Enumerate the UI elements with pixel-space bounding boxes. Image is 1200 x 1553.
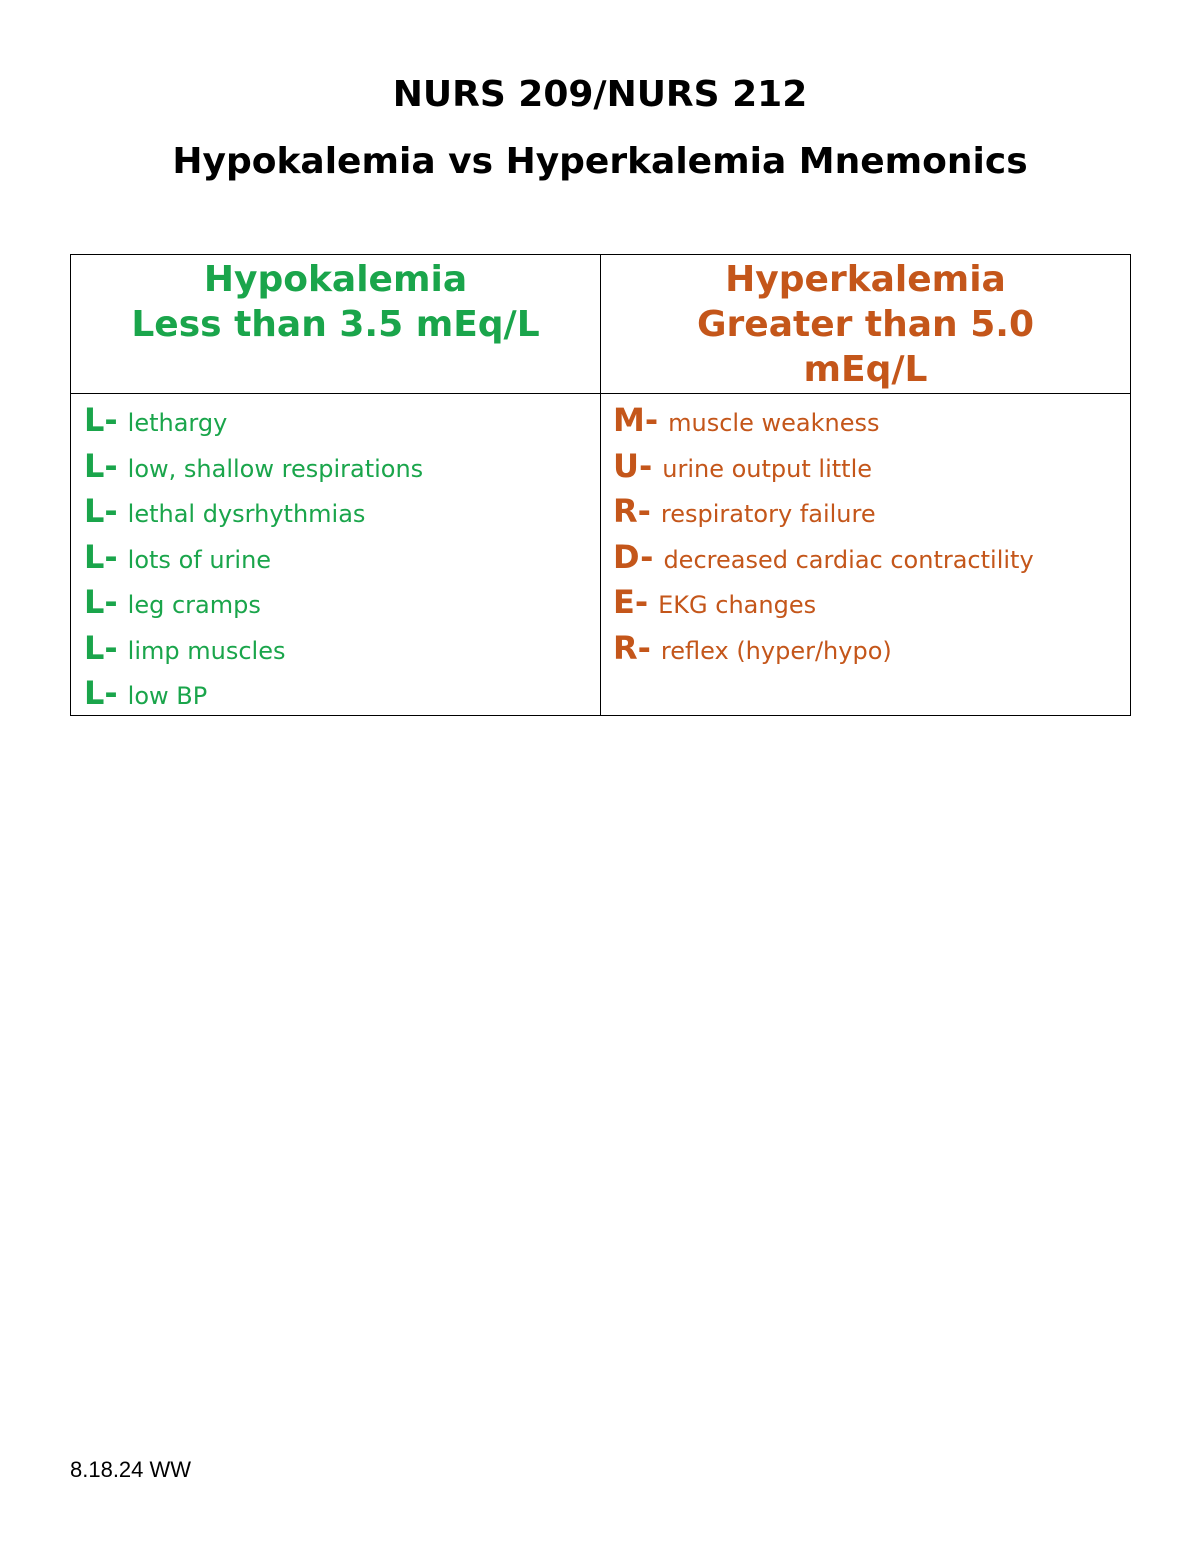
mnemonic-text: muscle weakness bbox=[668, 409, 880, 437]
mnemonic-text: low BP bbox=[127, 682, 208, 710]
table-header-row bbox=[71, 255, 1131, 394]
list-item bbox=[601, 533, 1130, 579]
mnemonic-letter: M- bbox=[613, 401, 659, 439]
mnemonic-text: lots of urine bbox=[127, 545, 272, 574]
hypokalemia-threshold: Less than 3.5 mEq/L bbox=[131, 304, 540, 345]
list-item bbox=[601, 624, 1130, 670]
mnemonic-text: EKG changes bbox=[658, 591, 817, 619]
mnemonic-text: respiratory failure bbox=[660, 500, 876, 528]
list-item bbox=[71, 578, 600, 624]
hypokalemia-list-cell bbox=[71, 394, 601, 716]
list-item bbox=[71, 396, 600, 442]
hypokalemia-heading: Hypokalemia bbox=[203, 259, 468, 300]
hyperkalemia-header-cell bbox=[601, 255, 1131, 394]
mnemonic-letter: L- bbox=[84, 446, 118, 485]
hypokalemia-header-cell bbox=[71, 255, 601, 394]
mnemonic-text: reflex (hyper/hypo) bbox=[660, 636, 892, 665]
hyperkalemia-heading: Hyperkalemia bbox=[725, 259, 1006, 300]
list-item bbox=[71, 487, 600, 533]
list-item bbox=[71, 624, 600, 670]
mnemonic-text: limp muscles bbox=[127, 636, 286, 665]
hyperkalemia-threshold-line2: mEq/L bbox=[803, 349, 928, 390]
mnemonic-text: leg cramps bbox=[127, 591, 261, 619]
mnemonic-text: lethal dysrhythmias bbox=[127, 500, 366, 528]
mnemonic-letter: U- bbox=[613, 446, 653, 485]
mnemonic-letter: L- bbox=[84, 583, 118, 621]
mnemonic-letter: E- bbox=[613, 583, 649, 621]
list-item bbox=[601, 487, 1130, 533]
course-title: NURS 209/NURS 212 bbox=[392, 74, 808, 115]
list-item bbox=[601, 578, 1130, 624]
mnemonic-table bbox=[70, 254, 1131, 716]
mnemonic-letter: L- bbox=[84, 492, 118, 530]
mnemonic-letter: D- bbox=[613, 537, 654, 576]
hyperkalemia-list-cell bbox=[601, 394, 1131, 716]
mnemonic-letter: L- bbox=[84, 628, 118, 667]
hyperkalemia-list bbox=[601, 394, 1130, 669]
list-item bbox=[601, 396, 1130, 442]
list-item bbox=[71, 442, 600, 488]
page-subtitle: Hypokalemia vs Hyperkalemia Mnemonics bbox=[172, 141, 1028, 182]
list-item bbox=[71, 669, 600, 715]
mnemonic-letter: R- bbox=[613, 628, 651, 667]
footer-note: 8.18.24 WW bbox=[70, 1457, 192, 1482]
list-item bbox=[601, 442, 1130, 488]
mnemonic-text: decreased cardiac contractility bbox=[663, 545, 1034, 574]
mnemonic-letter: L- bbox=[84, 537, 118, 576]
table-body-row bbox=[71, 394, 1131, 716]
mnemonic-text: lethargy bbox=[127, 409, 228, 437]
mnemonic-text: urine output little bbox=[662, 454, 872, 483]
mnemonic-letter: L- bbox=[84, 674, 118, 712]
hypokalemia-list bbox=[71, 394, 600, 715]
mnemonic-text: low, shallow respirations bbox=[127, 454, 424, 483]
mnemonic-letter: R- bbox=[613, 492, 651, 530]
hyperkalemia-threshold-line1: Greater than 5.0 bbox=[697, 304, 1034, 345]
mnemonic-letter: L- bbox=[84, 401, 118, 439]
list-item bbox=[71, 533, 600, 579]
